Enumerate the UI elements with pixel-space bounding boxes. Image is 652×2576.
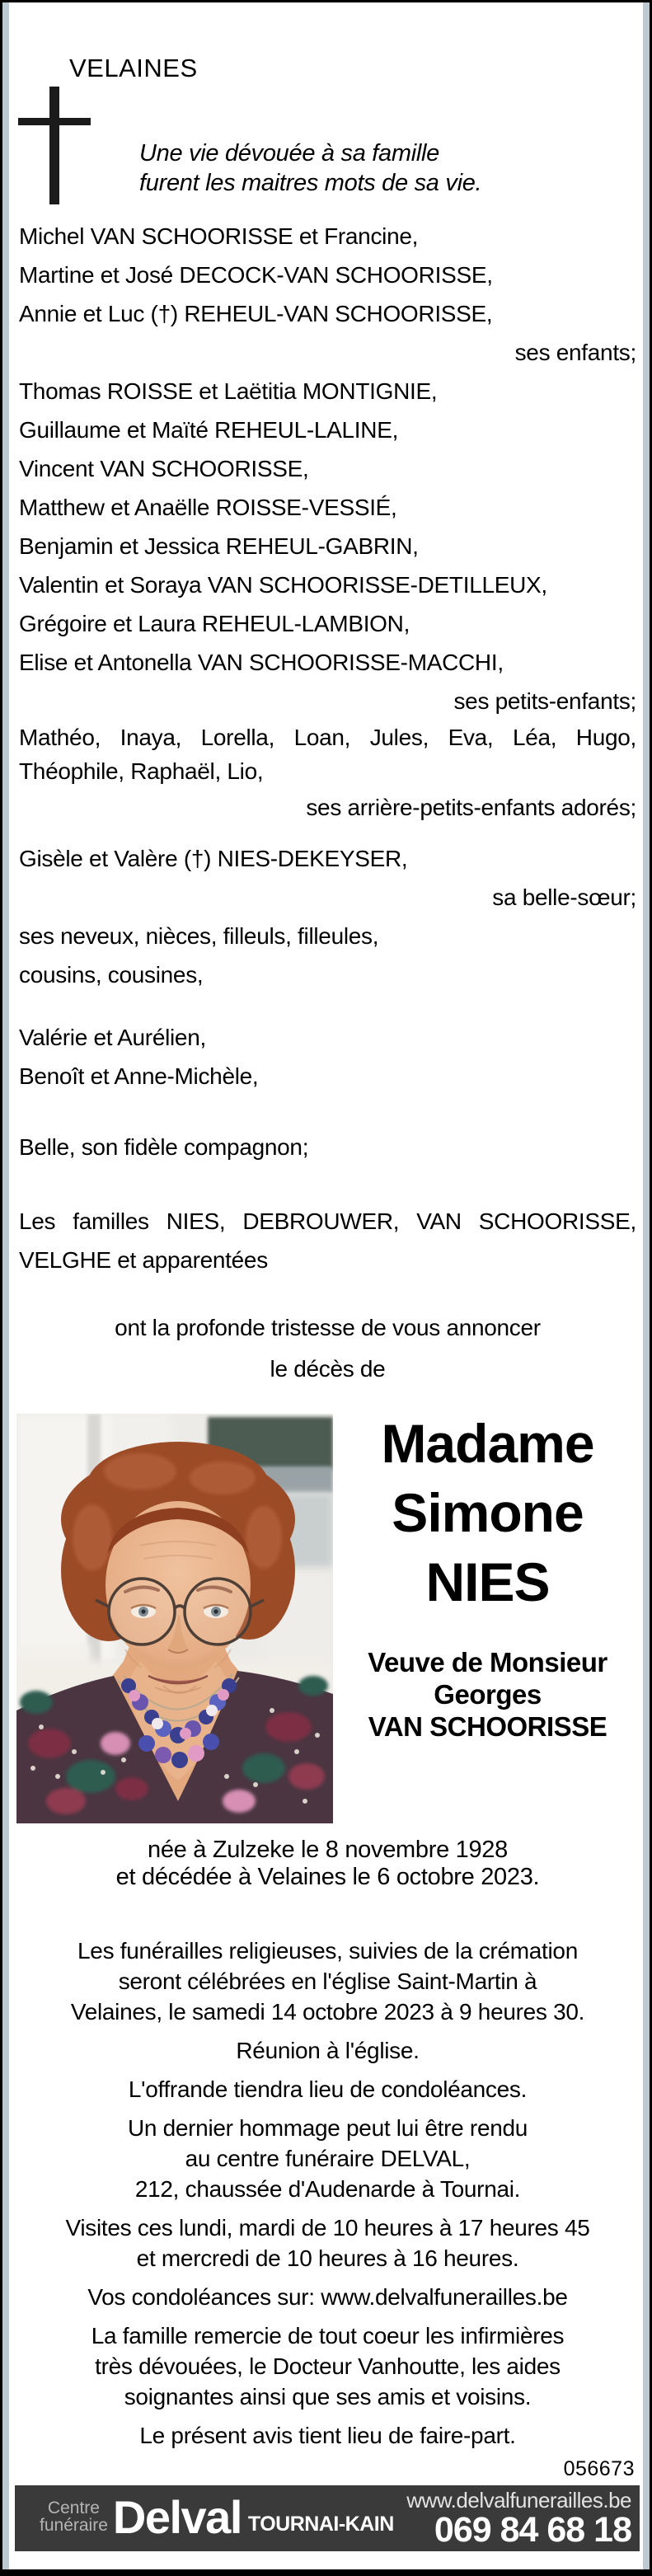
relatives-block-4: [19, 1128, 636, 1166]
ceremony-paragraph: [19, 2035, 636, 2066]
ceremony-paragraph: [19, 2212, 636, 2273]
relation-label: ses enfants;: [514, 340, 636, 365]
relative-line: Martine et José DECOCK-VAN SCHOORISSE,: [19, 262, 493, 288]
ceremony-line: 212, chaussée d'Audenarde à Tournai.: [134, 2176, 521, 2202]
brand-city: TOURNAI-KAIN: [247, 2513, 394, 2536]
ceremony-line: au centre funéraire DELVAL,: [185, 2146, 471, 2171]
deceased-title-line: NIES: [425, 1551, 550, 1612]
relative-line: Thomas ROISSE et Laëtitia MONTIGNIE,: [19, 378, 438, 404]
dates-block: [19, 1837, 636, 1891]
funeral-home-brand: [40, 2491, 394, 2543]
relative-line: Elise et Antonella VAN SCHOORISSE-MACCHI,: [19, 650, 504, 675]
relatives-block-1: [19, 217, 636, 827]
death-line: et décédée à Velaines le 6 octobre 2023.: [115, 1864, 540, 1890]
condolences-url-line: Vos condoléances sur: www.delvalfunerailles.be: [87, 2284, 568, 2310]
widow-of-line: Veuve de Monsieur: [368, 1647, 607, 1677]
relative-line: Michel VAN SCHOORISSE et Francine,: [19, 223, 419, 249]
relative-line: ses neveux, nièces, filleuls, filleules,: [19, 923, 379, 949]
ceremony-line: seront célébrées en l'église Saint-Martin à: [118, 1968, 537, 1994]
families-line: Les familles NIES, DEBROUWER, VAN SCHOORISSE,: [19, 1208, 636, 1234]
relative-line: cousins, cousines,: [19, 962, 204, 988]
ceremony-paragraph: [19, 2113, 636, 2204]
relation-label: sa belle-sœur;: [492, 884, 636, 910]
relative-line: Mathéo, Inaya, Lorella, Loan, Jules, Eva, Léa, Hugo,: [19, 725, 636, 750]
deceased-title-column: [339, 1414, 636, 1743]
ceremony-line: Velaines, le samedi 14 octobre 2023 à 9 heures 30.: [70, 1999, 585, 2025]
relative-line: Valentin et Soraya VAN SCHOORISSE-DETILLEUX,: [19, 572, 547, 598]
ceremony-line: Un dernier hommage peut lui être rendu: [127, 2115, 528, 2141]
ceremony-paragraph: [19, 2074, 636, 2104]
relative-line: Grégoire et Laura REHEUL-LAMBION,: [19, 611, 410, 636]
brand-name: Delval: [112, 2491, 242, 2543]
cross-icon-vertical: [49, 87, 59, 204]
ceremony-line: et mercredi de 10 heures à 16 heures.: [136, 2245, 519, 2271]
announcement-block: [19, 1307, 636, 1390]
ceremony-paragraph: [19, 2320, 636, 2412]
brand-prefix: [40, 2499, 108, 2534]
deceased-title-line: Simone: [392, 1482, 584, 1543]
ceremony-line: Réunion à l'église.: [236, 2038, 420, 2063]
announcement-line: ont la profonde tristesse de vous annoncer: [115, 1315, 541, 1340]
birth-line: née à Zulzeke le 8 novembre 1928: [148, 1837, 508, 1863]
epitaph-line: furent les maitres mots de sa vie.: [139, 170, 482, 196]
relative-line: Vincent VAN SCHOORISSE,: [19, 456, 309, 481]
epitaph-line: Une vie dévouée à sa famille: [139, 140, 439, 167]
relative-line: Matthew et Anaëlle ROISSE-VESSIÉ,: [19, 495, 397, 520]
cross-icon-horizontal: [18, 118, 91, 125]
portrait-photo: [16, 1414, 333, 1823]
funeral-home-contact: [406, 2489, 631, 2548]
relation-label: ses petits-enfants;: [453, 688, 636, 714]
funeral-home-bar: [15, 2485, 640, 2551]
relative-line: Benjamin et Jessica REHEUL-GABRIN,: [19, 533, 419, 559]
relative-line: Théophile, Raphaël, Lio,: [19, 758, 264, 784]
companion-line: Belle, son fidèle compagnon;: [19, 1134, 309, 1160]
families-line: VELGHE et apparentées: [19, 1247, 268, 1273]
epitaph: [139, 138, 481, 198]
families-block: [19, 1202, 636, 1279]
notice-sheet: [2, 2, 650, 2569]
relative-line: Benoît et Anne-Michèle,: [19, 1063, 259, 1089]
deceased-title: [339, 1409, 636, 1616]
relation-label: ses arrière-petits-enfants adorés;: [306, 795, 636, 820]
ceremony-line: Visites ces lundi, mardi de 10 heures à 17 heures 45: [65, 2215, 590, 2241]
deceased-title-line: Madame: [381, 1413, 594, 1474]
ceremony-line: Le présent avis tient lieu de faire-part.: [139, 2423, 516, 2448]
widow-of-line: Georges: [434, 1679, 542, 1710]
relatives-block-2: [19, 839, 636, 994]
ceremony-paragraph: [19, 2282, 636, 2312]
deceased-block: [19, 1414, 636, 1823]
relative-line: Gisèle et Valère (†) NIES-DEKEYSER,: [19, 846, 408, 871]
brand-prefix-line: funéraire: [40, 2516, 108, 2535]
announcement-line: le décès de: [270, 1356, 386, 1382]
website-url: www.delvalfunerailles.be: [406, 2488, 631, 2513]
ceremony-line: très dévouées, le Docteur Vanhoutte, les aides: [95, 2353, 561, 2379]
relative-line: Guillaume et Maïté REHEUL-LALINE,: [19, 417, 399, 443]
phone-number: 069 84 68 18: [434, 2510, 631, 2550]
relative-line: Annie et Luc (†) REHEUL-VAN SCHOORISSE,: [19, 301, 493, 326]
ceremony-paragraph: [19, 2420, 636, 2451]
ceremony-paragraph: [19, 1936, 636, 2027]
widow-of: [339, 1646, 636, 1743]
ceremony-line: Les funérailles religieuses, suivies de la crémation: [77, 1938, 578, 1964]
ceremony-line: soignantes ainsi que ses amis et voisins.: [124, 2384, 532, 2409]
relatives-block-3: [19, 1018, 636, 1096]
ceremony-block: [19, 1936, 636, 2459]
location-title: VELAINES: [69, 54, 198, 82]
relative-line: Valérie et Aurélien,: [19, 1025, 206, 1050]
ceremony-line: L'offrande tiendra lieu de condoléances.: [128, 2076, 528, 2102]
brand-prefix-line: Centre: [47, 2499, 100, 2517]
widow-of-line: VAN SCHOORISSE: [368, 1711, 607, 1742]
ceremony-line: La famille remercie de tout coeur les infirmières: [91, 2323, 565, 2348]
reference-number: 056673: [563, 2457, 635, 2480]
